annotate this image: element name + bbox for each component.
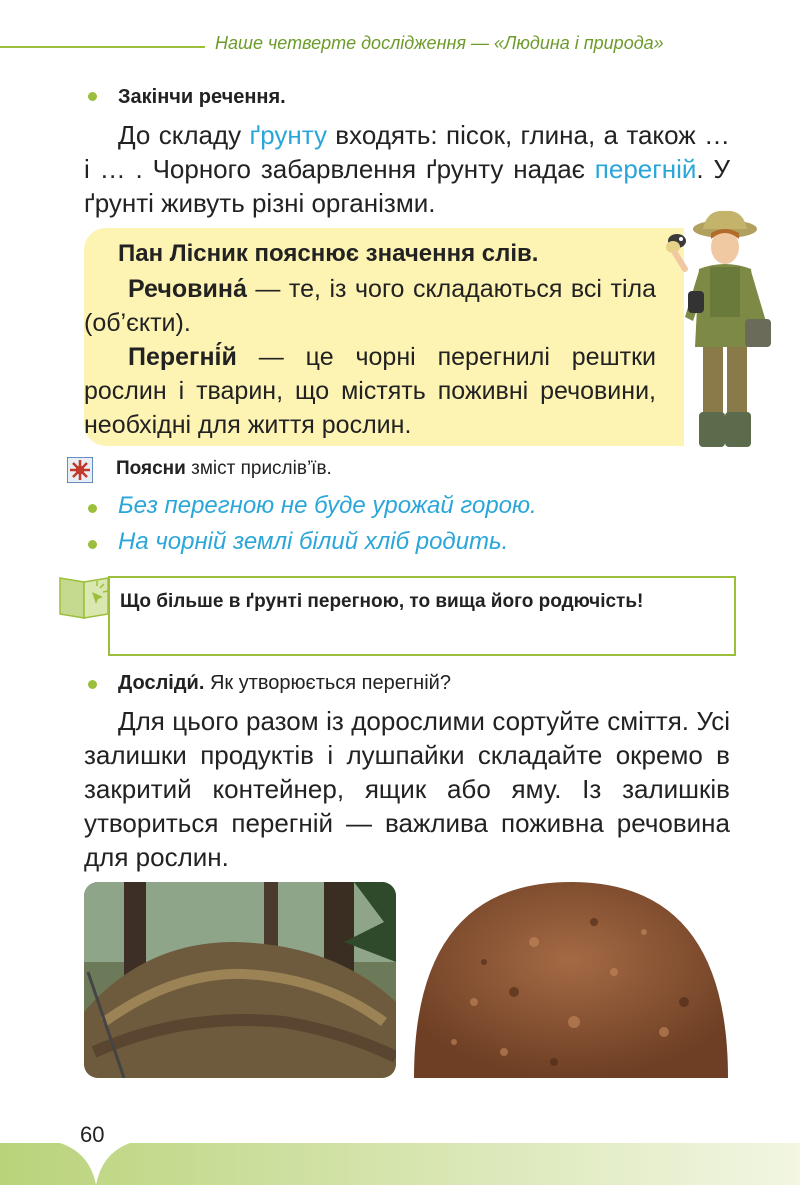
research-paragraph-text: Для цього разом із дорослими сортуйте сміття. Усі залишки продуктів і лушпайки складайте окремо в закритий контейнер, ящик або яму. Із залишків утвориться перегній — важлива поживна речовина для рослин. — [84, 706, 730, 872]
research-paragraph — [84, 704, 730, 874]
bullet-dot — [88, 680, 97, 689]
key-fact-box — [108, 576, 736, 656]
bullet-dot — [88, 540, 97, 549]
glossary-def: — те, із чого складаються всі тіла (об’єкти). — [84, 275, 656, 337]
key-fact-text: Що більше в ґрунті перегною, то вища його родючість! — [120, 591, 644, 612]
page-number: 60 — [80, 1122, 105, 1147]
bullet-dot — [88, 504, 97, 513]
sentence-paragraph — [84, 118, 730, 220]
para-text: входять: пісок, глина, а також … і … . Чорного забарвлення ґрунту надає — [84, 120, 730, 184]
glossary-term: Перегні́й — [128, 343, 237, 371]
footer-band — [0, 1143, 800, 1185]
proverb-item: На чорній землі білий хліб родить. — [118, 528, 509, 555]
explain-instruction — [116, 458, 332, 480]
para-text: . У ґрунті живуть різні організми. — [84, 154, 731, 218]
section-header-title: Наше четверте дослідження — «Людина і природа» — [215, 33, 664, 53]
research-rest: Як утворюється перегній? — [204, 672, 451, 694]
proverb-icon — [67, 457, 93, 483]
explain-bold: Поясни — [116, 458, 186, 479]
humus-photo — [414, 882, 728, 1078]
glossary-entry-substance — [84, 272, 656, 340]
glossary-term: Речовина́ — [128, 275, 247, 303]
para-text: До складу — [118, 120, 250, 150]
forester-illustration — [655, 207, 780, 452]
glossary-entry-humus — [84, 340, 656, 442]
glossary-def: — це чорні перегнилі рештки рослин і тварин, що містять поживні речовини, необхідні для життя рослин. — [84, 343, 656, 439]
proverb-item: Без перегною не буде урожай горою. — [118, 492, 537, 519]
task-heading: Закінчи речення. — [118, 86, 286, 108]
term-link-soil[interactable]: ґрунту — [249, 120, 327, 150]
research-instruction — [118, 672, 451, 695]
bullet-dot — [88, 92, 97, 101]
glossary-title: Пан Лісник пояснює значення слів. — [118, 240, 539, 267]
header-rule — [0, 46, 205, 48]
compost-heap-photo — [84, 882, 396, 1078]
explain-rest: зміст прислів’їв. — [185, 458, 332, 479]
term-link-humus[interactable]: перегній — [594, 154, 697, 184]
research-bold: Досліди́. — [118, 672, 205, 694]
open-book-icon — [58, 570, 114, 622]
